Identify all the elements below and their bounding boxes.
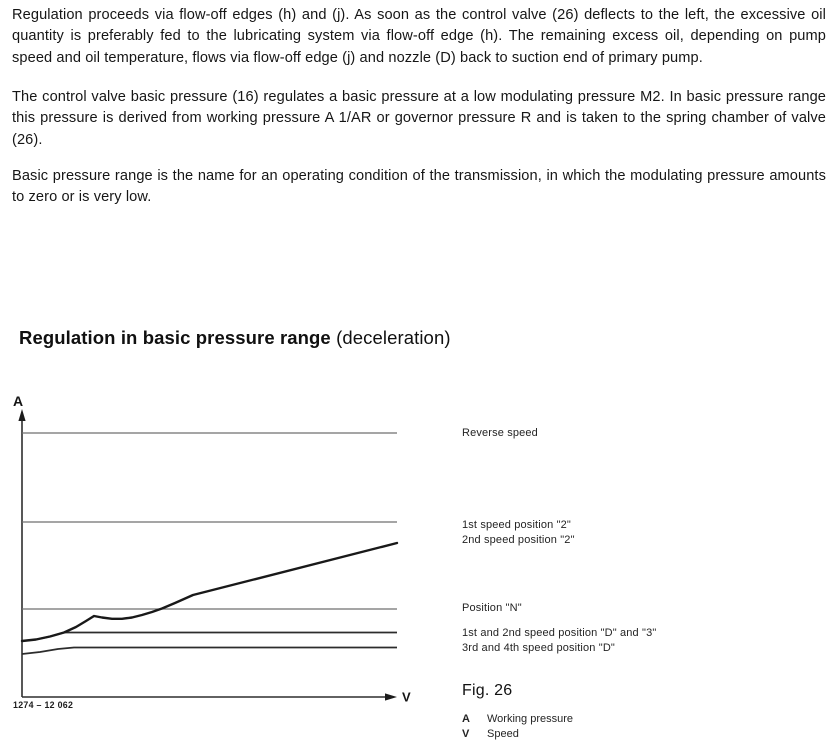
figure-caption: Fig. 26 [462,682,513,699]
curve-d-34 [22,648,397,655]
section-heading [19,326,451,350]
section-heading-bold: Regulation in basic pressure range [19,327,331,348]
body-paragraph-2: The control valve basic pressure (16) regulates a basic pressure at a low modulating pressure M2. In basic pressure range this pressure is derived from working pressure A 1/AR or governor pressure R and is taken to the spring chamber of valve (26). [12,89,826,148]
section-heading-qualifier: (deceleration) [336,327,451,348]
x-axis-label: V [402,689,411,705]
legend-symbol-v: V [462,728,470,740]
curve-label-position-n: Position "N" [462,602,522,614]
figure-26 [0,385,830,754]
legend-text-working-pressure: Working pressure [487,713,573,725]
curve-d-and-3 [22,633,397,642]
x-axis-arrow-icon [385,693,397,700]
legend-symbol-a: A [462,713,470,725]
curve-label-position-d-34: 3rd and 4th speed position "D" [462,642,615,654]
legend-row-working-pressure [462,713,573,725]
curve-label-speed-position-2-line2: 2nd speed position "2" [462,534,575,547]
curve-working-pressure [22,543,397,641]
curve-label-position-d-and-3: 1st and 2nd speed position "D" and "3" [462,627,657,639]
body-paragraph-3: Basic pressure range is the name for an operating condition of the transmission, in which the modulating pressure amounts to zero or is very low. [12,168,826,206]
legend-text-speed: Speed [487,728,519,740]
curve-label-reverse-speed: Reverse speed [462,427,538,439]
legend-row-speed [462,728,519,740]
curve-label-speed-position-2 [462,518,575,549]
drawing-number: 1274 – 12 062 [13,700,74,710]
figure-plot-curves [22,433,397,654]
y-axis-label: A [13,393,24,409]
figure-26-plot [0,385,440,715]
body-paragraph-1: Regulation proceeds via flow-off edges (h) and (j). As soon as the control valve (26) deflects to the left, the excessive oil quantity is preferably fed to the lubricating system via flow-off edge (h). The remaining excess oil, depending on pump speed and oil temperature, flows via flow-off edge (j) and nozzle (D) back to suction end of primary pump. [12,7,826,66]
y-axis-arrow-icon [18,409,25,421]
curve-label-speed-position-2-line1: 1st speed position "2" [462,519,571,531]
